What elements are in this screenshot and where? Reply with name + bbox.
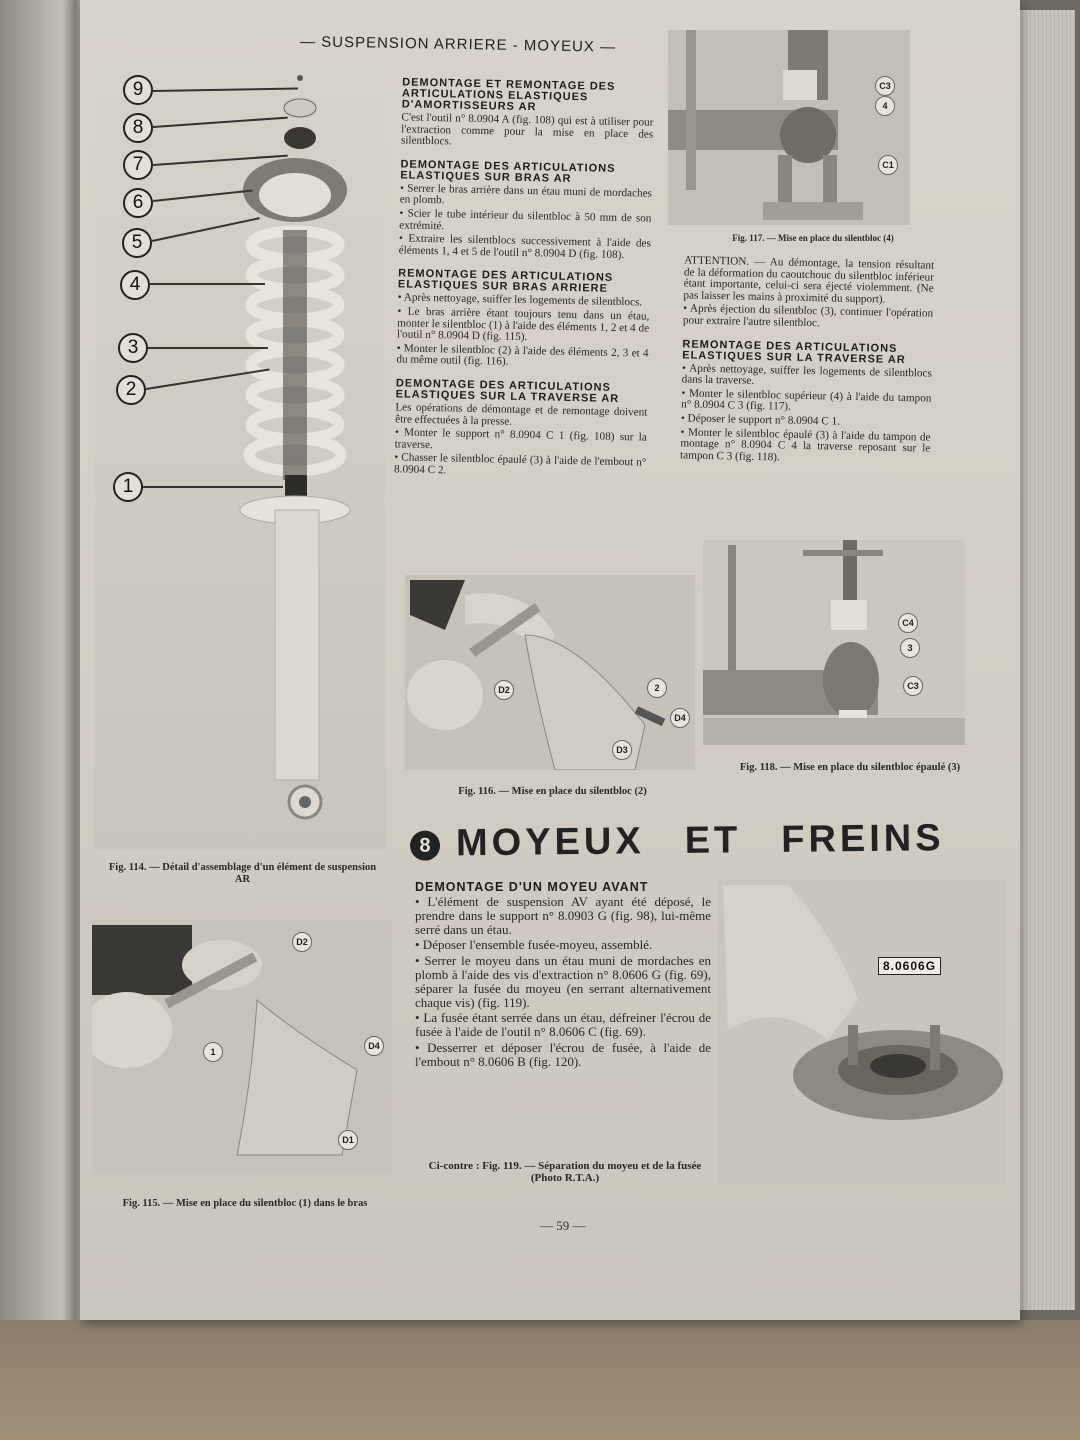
tag-1: 1	[203, 1042, 223, 1062]
tag-D1: D1	[338, 1130, 358, 1150]
figure-119-photo	[718, 880, 1006, 1185]
section-attention: ATTENTION. — Au démontage, la tension résultant de la déformation du caoutchouc du silentbloc inférieur étant importante, celui-ci sera éjecté violemment. (Ne pas laisser les mains à proximité du support). • Après éjection du silentbloc (3), continuer l'opération pour extraire l'autre silentbloc.	[682, 254, 935, 330]
figure-119-caption: Ci-contre : Fig. 119. — Séparation du moyeu et de la fusée (Photo R.T.A.)	[428, 1160, 702, 1184]
page-number: — 59 —	[540, 1218, 586, 1233]
tag-2: 2	[647, 678, 667, 698]
figure-117-photo	[668, 30, 910, 225]
chapter-heading	[410, 817, 945, 866]
callout-2: 2	[116, 375, 146, 405]
tag-C1: C1	[878, 155, 898, 175]
leader-line	[150, 283, 265, 285]
figure-116-photo	[405, 575, 695, 770]
text-column-right	[680, 255, 935, 479]
page-stack-edge	[1015, 10, 1075, 1310]
figure-118-caption: Fig. 118. — Mise en place du silentbloc épaulé (3)	[739, 762, 961, 773]
leader-line	[148, 347, 268, 349]
chapter-word-et: ET	[684, 819, 742, 862]
running-header: — SUSPENSION ARRIERE - MOYEUX —	[299, 33, 617, 56]
figure-115-caption: Fig. 115. — Mise en place du silentbloc (1) dans le bras	[122, 1198, 368, 1209]
section-demontage-traverse: DEMONTAGE DES ARTICULATIONS ELASTIQUES SUR LA TRAVERSE AR Les opérations de démontage et de remontage doivent être effectuées à la presse. • Monter le support n° 8.0904 C 1 (fig. 108) sur la traverse. • Chasser le silentbloc épaulé (3) à l'aide de l'embout n° 8.0904 C 2.	[393, 377, 648, 477]
section-demontage-moyeu: DEMONTAGE D'UN MOYEU AVANT • L'élément de suspension AV ayant été déposé, le prendre dans le support n° 8.0903 G (fig. 98), lui-même serré dans un étau. • Déposer l'ensemble fusée-moyeu, assemblé. • Serrer le moyeu dans un étau muni de mordaches en plomb à l'aide des vis d'extraction n° 8.0606 G (fig. 69), séparer la fusée du moyeu (en serrant alternativement chaque vis) (fig. 119). • La fusée étant serrée dans un étau, défreiner l'écrou de fusée à l'aide de l'outil n° 8.0606 C (fig. 69). • Desserrer et déposer l'écrou de fusée, à l'aide de l'embout n° 8.0606 B (fig. 120).	[415, 880, 711, 1069]
section-remontage-traverse: REMONTAGE DES ARTICULATIONS ELASTIQUES SUR LA TRAVERSE AR • Après nettoyage, suiffer les logements de silentblocs dans la traverse. • Monter le silentbloc supérieur (4) à l'aide du tampon n° 8.0904 C 3 (fig. 117). • Déposer le support n° 8.0904 C 1. • Monter le silentbloc épaulé (3) à l'aide du tampon de montage n° 8.0904 C 4 la traverse reposant sur le tampon C 3 (fig. 118).	[680, 337, 933, 464]
tag-D3: D3	[612, 740, 632, 760]
callout-1: 1	[113, 472, 143, 502]
figure-114-caption: Fig. 114. — Détail d'assemblage d'un élément de suspension AR	[108, 862, 377, 885]
section-remontage-bras: REMONTAGE DES ARTICULATIONS ELASTIQUES SUR BRAS ARRIERE • Après nettoyage, suiffer les logements de silentblocs. • Le bras arrière étant toujours tenu dans un étau, monter le silentbloc (1) à l'aide des éléments 1, 2 et 4 de l'outil n° 8.0904 D (fig. 115). • Monter le silentbloc (2) à l'aide des éléments 2, 3 et 4 du même outil (fig. 116).	[396, 267, 650, 369]
tag-D2: D2	[494, 680, 514, 700]
callout-4: 4	[120, 270, 150, 300]
tag-4: 4	[875, 96, 895, 116]
callout-3: 3	[118, 333, 148, 363]
leader-line	[143, 486, 283, 488]
tag-3: 3	[900, 638, 920, 658]
chapter-number-badge: 8	[410, 830, 440, 860]
callout-8: 8	[123, 113, 153, 143]
chapter-word-freins: FREINS	[781, 817, 945, 861]
callout-6: 6	[123, 188, 153, 218]
callout-9: 9	[123, 75, 153, 105]
tag-C4: C4	[898, 613, 918, 633]
tag-D4: D4	[364, 1036, 384, 1056]
section-amortisseurs: DEMONTAGE ET REMONTAGE DES ARTICULATIONS ELASTIQUES D'AMORTISSEURS AR C'est l'outil n° 8.0904 A (fig. 108) qui est à utiliser pour l'extraction comme pour la mise en place des silentblocs.	[400, 76, 654, 148]
tag-D4: D4	[670, 708, 690, 728]
callout-5: 5	[122, 228, 152, 258]
table-surface	[0, 1320, 1080, 1440]
chapter-word-moyeux: MOYEUX	[455, 820, 645, 865]
callout-7: 7	[123, 150, 153, 180]
tag-C3: C3	[903, 676, 923, 696]
figure-118-photo	[703, 540, 965, 745]
tool-label-8.0606G: 8.0606G	[878, 957, 941, 975]
tag-C3: C3	[875, 76, 895, 96]
figure-117-caption: Fig. 117. — Mise en place du silentbloc (4)	[732, 233, 894, 243]
tag-D2: D2	[292, 932, 312, 952]
text-column-middle	[394, 77, 655, 493]
section-demontage-bras: DEMONTAGE DES ARTICULATIONS ELASTIQUES SUR BRAS AR • Serrer le bras arrière dans un étau muni de mordaches en plomb. • Scier le tube intérieur du silentbloc à 50 mm de son extrémité. • Extraire les silentblocs successivement à l'aide des éléments 1, 4 et 5 de l'outil n° 8.0904 D (fig. 108).	[398, 158, 653, 261]
figure-116-caption: Fig. 116. — Mise en place du silentbloc (2)	[458, 786, 647, 797]
